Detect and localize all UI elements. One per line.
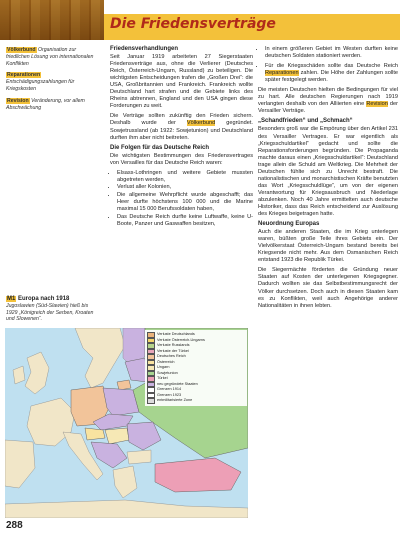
turkey	[155, 458, 241, 492]
glossary-term: Reparationen	[7, 72, 41, 79]
hungary	[105, 428, 129, 444]
bullet-item: • Elsass-Lothringen und weitere Gebiete mussten abgetreten werden,	[117, 170, 253, 184]
legend-swatch	[147, 398, 155, 404]
legend-label: Grenzen 1914	[157, 387, 182, 392]
header-photo	[0, 0, 104, 40]
map-caption-text: Jugoslawien (Süd-Slawien) hieß bis 1929 „Königreich der Serben, Kroaten und Slowenen“.	[6, 302, 94, 323]
legend-label: Ungarn	[157, 365, 170, 370]
paragraph	[110, 54, 253, 110]
bullet-list	[258, 46, 398, 60]
legend-row	[147, 398, 245, 404]
highlighted-term: Reparationen	[265, 70, 299, 77]
austria	[85, 428, 105, 440]
text-span: Auch die anderen Staaten, die im Krieg unterlegen waren, büßten große Teile ihres Gebiets ein. Der Vielvölkerstaat Österreich-Ungarn bestand bereits bei Kriegsende nicht mehr. Aus dem Osmanischen Reich entstand 1923 die Republik Türkei.	[258, 229, 398, 264]
romania	[127, 422, 161, 450]
text-column-left	[110, 46, 253, 231]
legend-label: Sowjetunion	[157, 370, 178, 375]
section-heading: Die Folgen für das Deutsche Reich	[110, 144, 210, 151]
iberia	[5, 440, 35, 488]
baltic-states	[125, 358, 147, 382]
bullet-item: • Verlust aller Kolonien,	[117, 184, 253, 191]
highlighted-term: Revision	[366, 101, 388, 108]
legend-label: Verluste Russlands	[157, 343, 190, 348]
legend-label: Verluste der Türkei	[157, 348, 189, 353]
map-label	[6, 296, 100, 303]
map-legend	[145, 330, 247, 406]
text-span: Die wichtigsten Bestimmungen des Friedensvertrages von Versailles für das Deutsche Reich waren:	[110, 152, 253, 166]
legend-label: Österreich	[157, 359, 175, 364]
glossary-definition: Organisation zur friedlichen Lösung von internationalen Konflikten	[6, 47, 94, 67]
greece	[113, 466, 137, 498]
east-prussia	[117, 380, 131, 390]
legend-label: Verluste Österreich-Ungarns	[157, 337, 205, 342]
glossary-entry	[6, 47, 100, 67]
bullet-list	[258, 63, 398, 84]
bullet-item: • Das Deutsche Reich durfte keine Luftwaffe, keine U-Boote, Panzer und Gaswaffen besitzen,	[117, 214, 253, 228]
section-heading: „Schandfrieden“ und „Schmach“	[258, 118, 353, 125]
section-heading: Neuordnung Europas	[258, 221, 320, 228]
bullet-item: • In einem größeren Gebiet im Westen durften keine deutschen Soldaten stationiert werden.	[265, 46, 398, 60]
text-span: Die Siegermächte förderten die Gründung neuer Staaten auf Kosten der unterlegenen Kriegsgegner. Dadurch wollten sie das Selbstbestimmungsrecht der Völker durchsetzen. Doch auch in diesen Staaten kam es zu Konflikten, weil auch Angehörige anderer Nationalitäten in ihnen lebten.	[258, 267, 398, 309]
glossary-entry	[6, 98, 100, 112]
paragraph	[110, 153, 253, 167]
bullet-item	[265, 63, 398, 84]
british-isles	[25, 352, 49, 394]
text-span: Für die Kriegsschäden sollte das Deutsche Reich	[265, 63, 398, 70]
paragraph	[258, 126, 398, 218]
legend-label: Deutsches Reich	[157, 354, 186, 359]
paragraph	[258, 87, 398, 115]
legend-label: neu gegründete Staaten	[157, 381, 198, 386]
paragraph	[258, 229, 398, 264]
text-span: Besonders groß war die Empörung über den Artikel 231 des Versailler Vertrages. Er war eigentlich als „Kriegsschuldartikel“ gedacht und sollte die Reparationsforderungen begründen. Die Propaganda machte daraus einen „Kriegsschuldartikel“: Deutschland trage allein die Schuld am Weltkrieg. Die Mehrheit der Deutschen fühlte sich zu Unrecht bestraft. Die nationalistischen und monarchistischen Kräfte benutzten das Wort „Kriegsschuldlüge“, um von der eigenen Verantwortung für Kriegsausbruch und Niederlage abzulenken. Noch 40 Jahre ermittelten auch deutsche Historiker, dass das Reich entscheidend zur Auslösung des Krieges beigetragen hatte.	[258, 126, 398, 218]
bullet-item: • Die allgemeine Wehrpflicht wurde abgeschafft; das Heer durfte höchstens 100 000 und die Marine maximal 15 000 Berufssoldaten haben,	[117, 192, 253, 213]
text-span: Die meisten Deutschen hielten die Bedingungen für viel zu hart. Alle deutschen Regierungen nach 1919 verlangten deshalb von den Alliierten eine	[258, 87, 398, 108]
text-span: Seit Januar 1919 arbeiteten 27 Siegerstaaten Friedensverträge aus, ohne die Verlierer (Deutsches Reich, Österreich-Ungarn, Russland) zu beteiligen. Die wichtigsten Entscheidungen trafen die „Großen Drei“: die USA, Großbritannien und Frankreich. Frankreich wollte Deutschland hart strafen und die Gebiete links des Rheins abtrennen, England und den USA gingen diese Forderungen zu weit.	[110, 54, 253, 110]
text-span: gegründet. Sowjetrussland (ab 1922: Sowjetunion) und Deutschland durften ihm aber nicht beitreten.	[110, 120, 253, 141]
map-label-tag: M1	[7, 296, 16, 302]
map-caption	[6, 296, 100, 323]
north-africa	[5, 500, 248, 518]
glossary	[6, 47, 100, 116]
ireland	[13, 366, 25, 384]
map-label-title: Europa nach 1918	[18, 296, 70, 302]
legend-label: Grenzen 1923	[157, 392, 182, 397]
text-column-right	[258, 46, 398, 313]
page-title: Die Friedensverträge	[110, 16, 276, 32]
bullet-list	[110, 170, 253, 228]
paragraph	[258, 267, 398, 309]
highlighted-term: Völkerbund	[186, 120, 216, 127]
text-span: der Versailler Verträge.	[258, 101, 398, 115]
legend-label: Türkei	[157, 376, 168, 381]
glossary-term: Völkerbund	[7, 47, 36, 53]
section-heading: Friedensverhandlungen	[110, 46, 179, 52]
page-number: 288	[6, 520, 23, 531]
scandinavia	[75, 328, 125, 388]
text-span: Die Verträge sollten zukünftig den Frieden sichern. Deshalb wurde der	[110, 113, 253, 127]
glossary-entry	[6, 72, 100, 92]
glossary-term: Revision	[7, 97, 29, 104]
europe-map	[5, 328, 248, 518]
glossary-definition: Entschädigungszahlungen für Kriegskosten	[6, 79, 75, 92]
text-span: zahlen. Die Höhe der Zahlungen sollte später festgelegt werden.	[265, 70, 398, 84]
bulgaria	[127, 450, 151, 464]
legend-label: entmilitarisierte Zone	[157, 398, 193, 403]
glossary-definition: Veränderung, vor allem Abschwächung	[6, 97, 85, 111]
legend-label: Verluste Deutschlands	[157, 332, 195, 337]
paragraph	[110, 113, 253, 141]
